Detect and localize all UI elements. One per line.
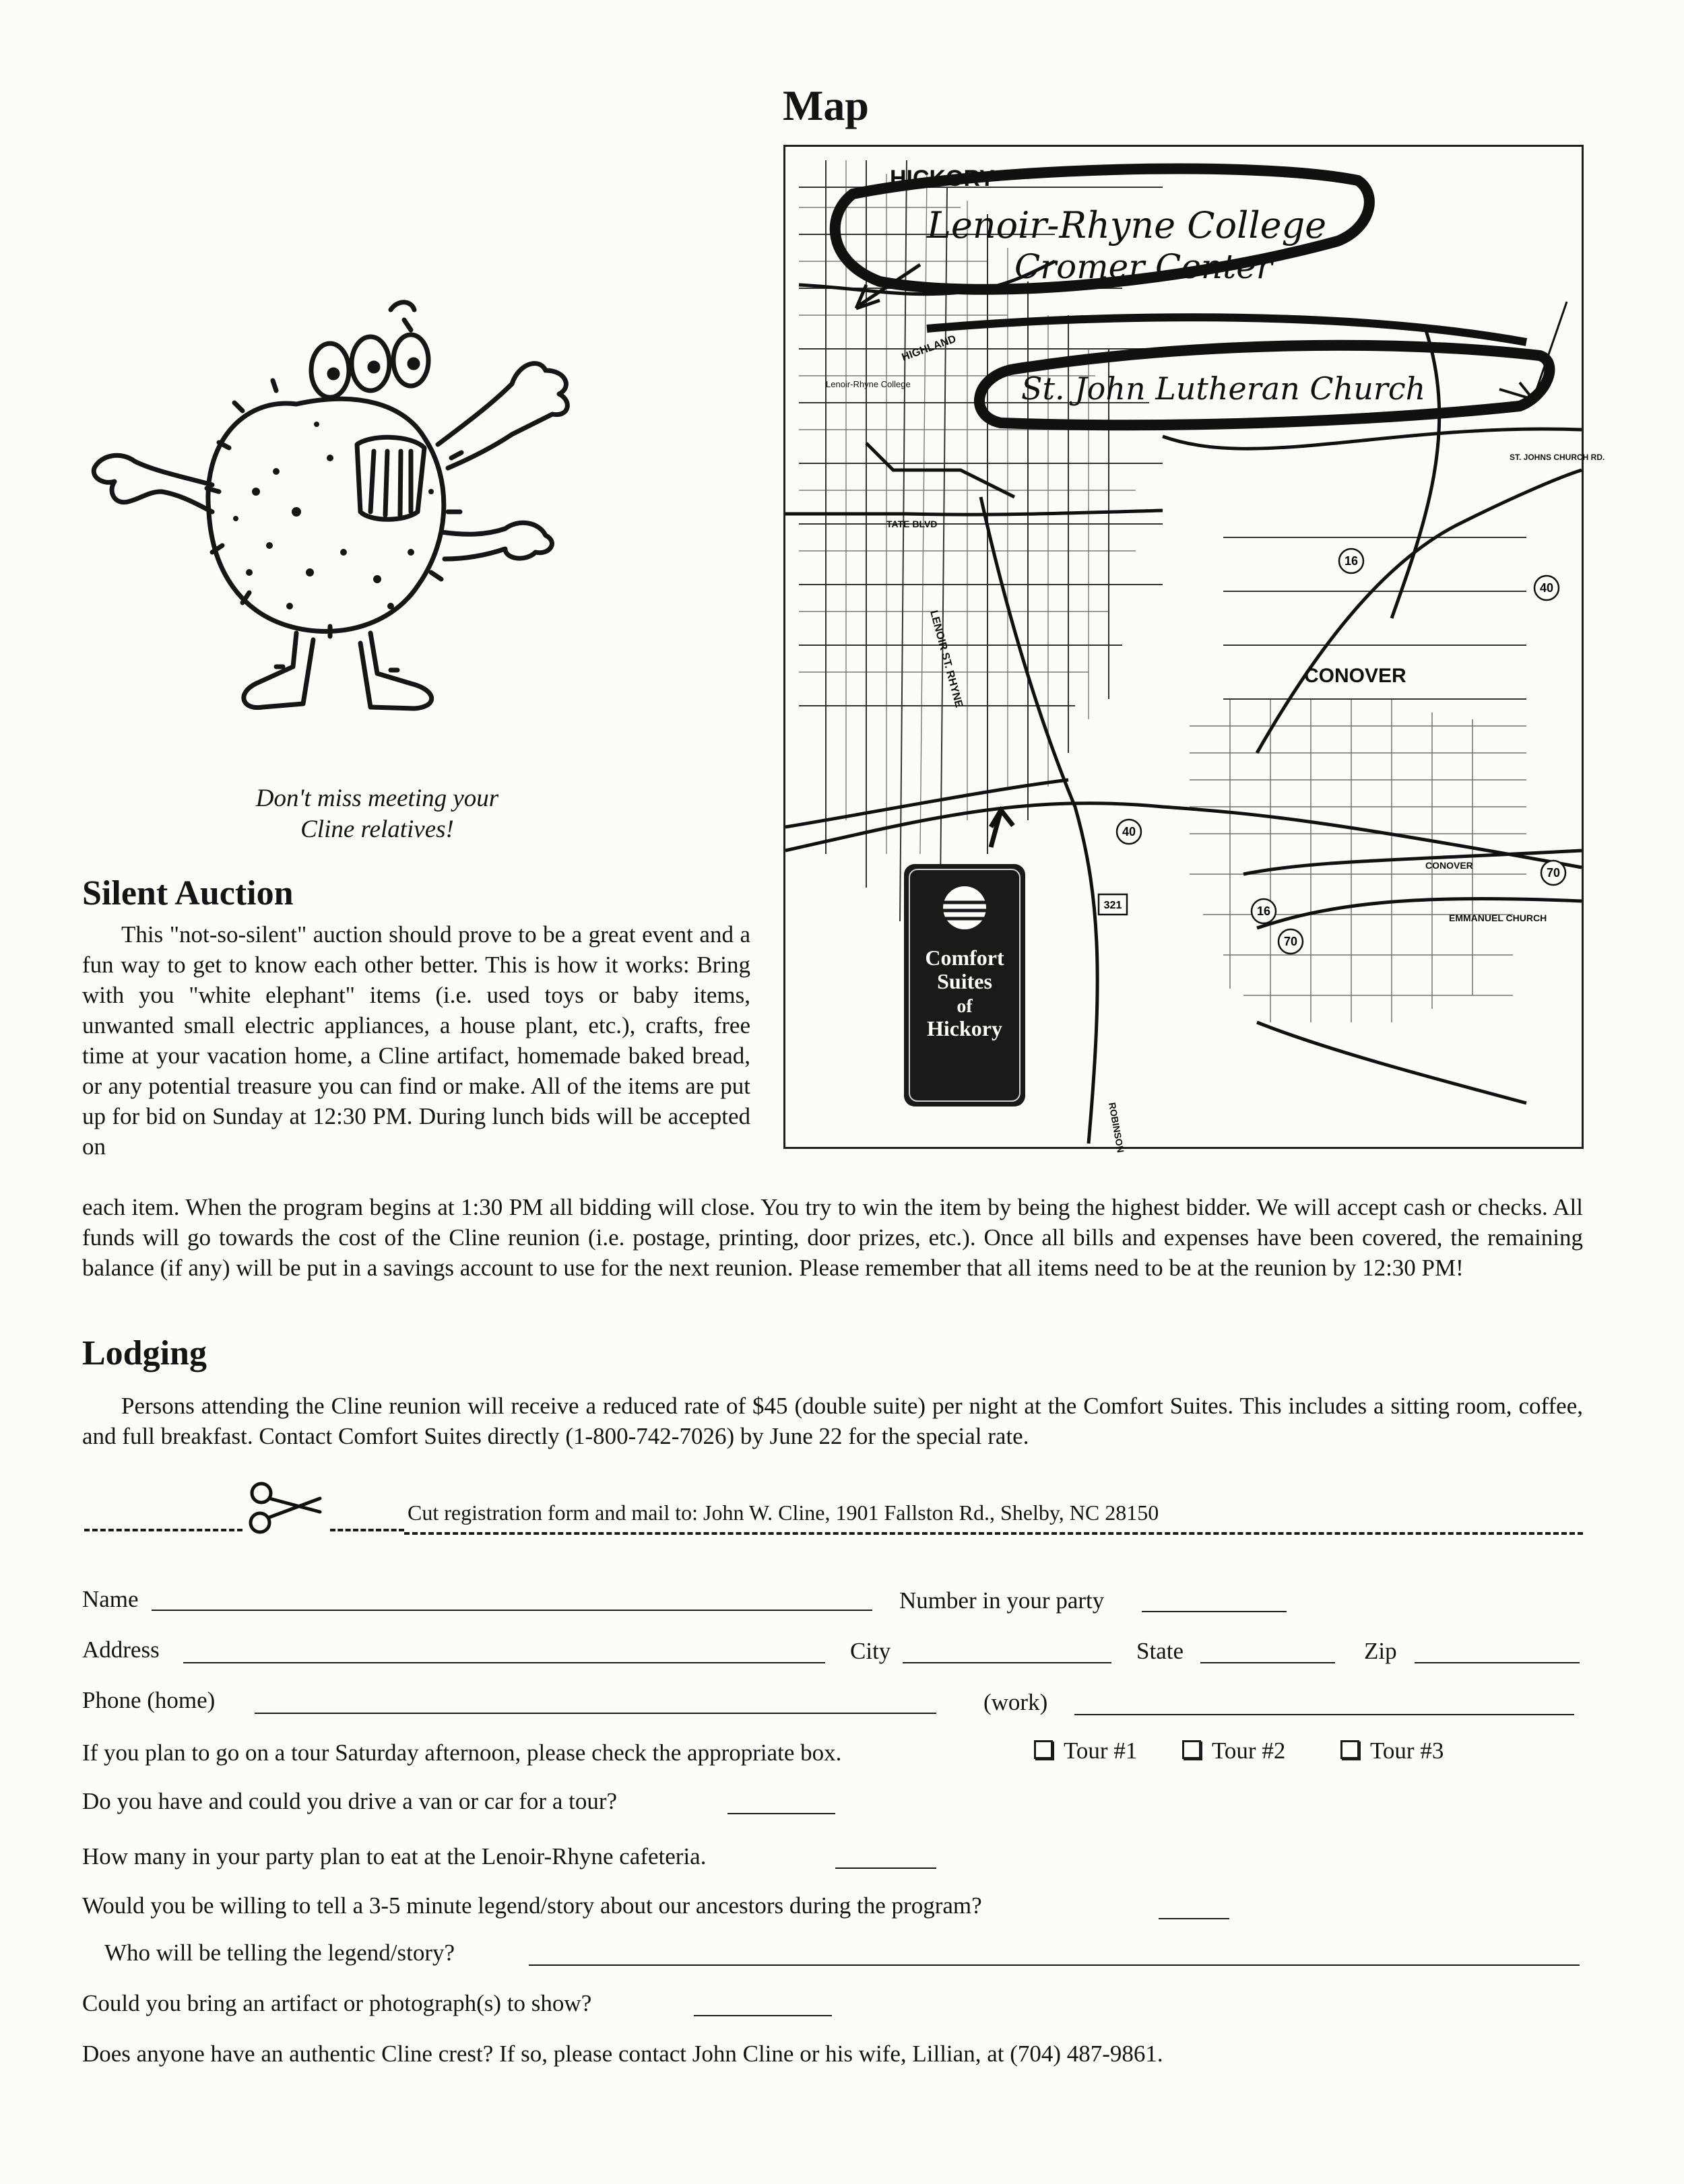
lodging-text: Persons attending the Cline reunion will receive a reduced rate of $45 (double suite) per night at the Comfort Suites. This includes a sitting room, coffee, and full breakfast. Contact Comfort Suites directly (1-800-742-7026) by June 22 for the special rate. <box>82 1393 1583 1449</box>
route-shield-70b: 70 <box>1283 935 1298 948</box>
route-shield-16b: 16 <box>1256 904 1271 918</box>
state-label: State <box>1136 1638 1184 1664</box>
map-label-tate-blvd: TATE BLVD <box>886 519 938 529</box>
street-map <box>785 147 1605 1154</box>
illustration-caption <box>189 783 566 845</box>
legend-field[interactable] <box>1159 1918 1229 1919</box>
sign-hickory: Hickory <box>927 1016 1002 1040</box>
address-field[interactable] <box>183 1662 825 1663</box>
tour-2-option[interactable] <box>1182 1738 1285 1764</box>
tour-question: If you plan to go on a tour Saturday afternoon, please check the appropriate box. <box>82 1740 842 1766</box>
annotation-college-line2: Cromer Center <box>1014 247 1272 286</box>
crest-note: Does anyone have an authentic Cline crest? If so, please contact John Cline or his wife, Lillian, at (704) 487-9861. <box>82 2041 1163 2067</box>
party-field[interactable] <box>1142 1611 1287 1612</box>
artifact-question: Could you bring an artifact or photograph(s) to show? <box>82 1990 592 2016</box>
address-label: Address <box>82 1636 160 1663</box>
map <box>783 145 1605 1154</box>
map-label-hickory: HICKORY <box>890 166 995 191</box>
city-label: City <box>850 1638 891 1664</box>
legend-teller-label: Who will be telling the legend/story? <box>104 1940 455 1966</box>
map-label-highland: HIGHLAND <box>900 333 958 364</box>
tour-2-label: Tour #2 <box>1212 1738 1286 1764</box>
city-field[interactable] <box>903 1662 1111 1663</box>
artifact-field[interactable] <box>694 2015 832 2016</box>
sign-suites: Suites <box>937 969 992 993</box>
caption-line-1: Don't miss meeting your <box>255 785 499 812</box>
van-field[interactable] <box>727 1813 835 1814</box>
silent-auction-text-part2: each item. When the program begins at 1:30 PM all bidding will close. You try to win the item by being the highest bidder. We will accept cash or checks. All funds will go towards the cost of the Cline reunion (i.e. postage, printing, door prizes, etc.). Once all bills and expenses have been covered, the remaining balance (if any) will be put in a savings account to use for the next reunion. Please remember that all items need to be at the reunion by 12:30 PM! <box>82 1194 1583 1281</box>
route-shield-40b: 40 <box>1122 825 1136 838</box>
tour-1-option[interactable] <box>1034 1738 1137 1764</box>
comfort-suites-sign <box>904 810 1025 1106</box>
annotation-church: St. John Lutheran Church <box>1021 370 1426 407</box>
map-heading: Map <box>783 81 869 129</box>
lodging-heading: Lodging <box>82 1334 207 1372</box>
cafeteria-field[interactable] <box>835 1867 936 1869</box>
legend-question: Would you be willing to tell a 3-5 minute legend/story about our ancestors during the program? <box>82 1892 982 1919</box>
map-label-lenoir-rhyne-college: Lenoir-Rhyne College <box>826 379 911 389</box>
cut-line-dash-middle <box>330 1529 404 1531</box>
silent-auction-text-part1: This "not-so-silent" auction should prove to be a great event and a fun way to get to know each other better. This is how it works: Bring with you "white elephant" items (i.e. used toys or baby items, unwanted small electric appliances, a house plant, etc.), crafts, free time at your vacation home, a Cline artifact, homemade baked bread, or any potential treasure you can find or make. All of the items are put up for bid on Sunday at 12:30 PM. During lunch bids will be accepted on <box>82 921 750 1160</box>
tour-1-checkbox[interactable] <box>1034 1740 1053 1759</box>
route-shield-321: 321 <box>1103 900 1122 911</box>
cline-monster-illustration <box>74 290 640 761</box>
sign-comfort: Comfort <box>925 946 1004 970</box>
map-label-robinson: ROBINSON <box>1107 1101 1126 1154</box>
tour-3-label: Tour #3 <box>1370 1738 1444 1764</box>
map-label-conover-road: CONOVER <box>1425 860 1473 871</box>
annotation-college-line1: Lenoir-Rhyne College <box>927 204 1327 246</box>
legend-teller-field[interactable] <box>529 1964 1580 1966</box>
route-shield-70a: 70 <box>1546 866 1561 880</box>
map-label-lenoir-st-rhyne: LENOIR ST. RHYNE <box>928 609 965 709</box>
cut-line-instructions: Cut registration form and mail to: John W. Cline, 1901 Fallston Rd., Shelby, NC 28150 <box>408 1500 1159 1525</box>
cafeteria-question: How many in your party plan to eat at the Lenoir-Rhyne cafeteria. <box>82 1843 707 1869</box>
phone-work-field[interactable] <box>1074 1714 1574 1715</box>
map-label-emmanuel-church: EMMANUEL CHURCH <box>1449 913 1547 923</box>
route-shield-16a: 16 <box>1344 554 1359 568</box>
route-shield-40a: 40 <box>1539 581 1554 595</box>
sign-of: of <box>957 996 973 1017</box>
party-label: Number in your party <box>899 1587 1105 1614</box>
name-label: Name <box>82 1586 139 1612</box>
caption-line-2: Cline relatives! <box>300 816 454 843</box>
phone-home-label: Phone (home) <box>82 1687 216 1713</box>
name-field[interactable] <box>152 1610 872 1611</box>
van-question: Do you have and could you drive a van or car for a tour? <box>82 1788 618 1814</box>
map-label-st-johns-church-rd: ST. JOHNS CHURCH RD. <box>1510 453 1605 462</box>
phone-home-field[interactable] <box>255 1713 936 1714</box>
tour-3-option[interactable] <box>1340 1738 1444 1764</box>
zip-label: Zip <box>1364 1638 1397 1664</box>
zip-field[interactable] <box>1415 1662 1580 1663</box>
state-field[interactable] <box>1200 1662 1335 1663</box>
map-label-conover: CONOVER <box>1304 665 1406 687</box>
cut-line-dash-right <box>404 1532 1583 1535</box>
tour-2-checkbox[interactable] <box>1182 1740 1201 1759</box>
tour-1-label: Tour #1 <box>1064 1738 1138 1764</box>
silent-auction-heading: Silent Auction <box>82 874 294 913</box>
cut-line-dash-left <box>84 1529 242 1531</box>
phone-work-label: (work) <box>983 1689 1048 1715</box>
scissors-icon <box>242 1478 323 1539</box>
tour-3-checkbox[interactable] <box>1340 1740 1359 1759</box>
